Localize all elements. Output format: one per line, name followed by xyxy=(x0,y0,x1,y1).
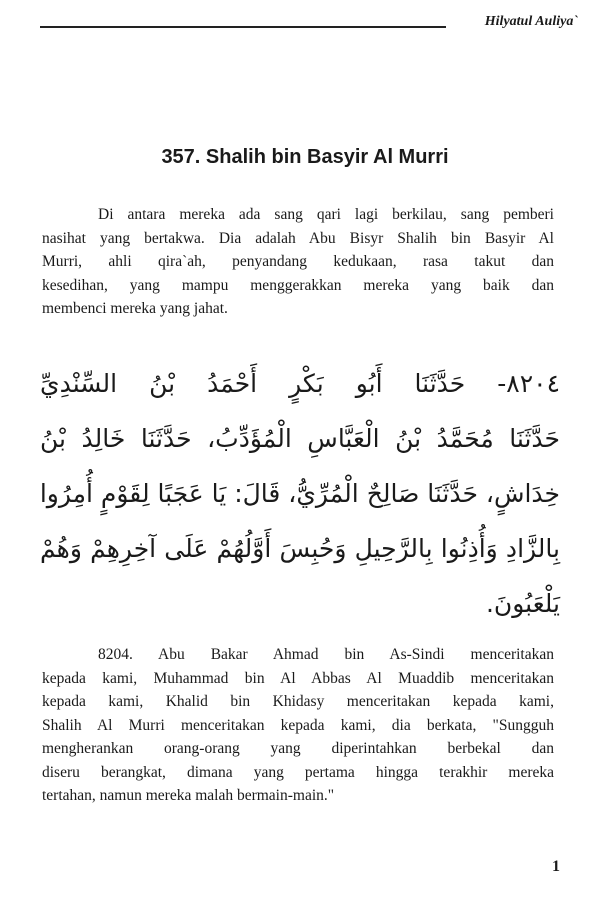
text-line: Di antara mereka ada sang qari lagi berkilau, sang pemberi xyxy=(98,206,554,223)
running-title: Hilyatul Auliya` xyxy=(484,14,578,29)
text-line: membenci mereka yang jahat. xyxy=(42,300,228,317)
intro-paragraph xyxy=(42,203,554,321)
translation-paragraph xyxy=(42,643,554,808)
arabic-line: ٨٢٠٤- حَدَّثَنَا أَبُو بَكْرٍ أَحْمَدُ بْنُ السِّنْدِيِّ xyxy=(40,369,560,398)
text-line: kesedihan, yang mampu menggerakkan mereka yang baik dan xyxy=(42,276,554,294)
text-line: 8204. Abu Bakar Ahmad bin As-Sindi menceritakan xyxy=(98,646,554,663)
chapter-title: 357. Shalih bin Basyir Al Murri xyxy=(161,146,449,168)
text-line: Murri, ahli qira`ah, penyandang kedukaan, rasa takut dan xyxy=(42,253,554,270)
arabic-hadith-text xyxy=(40,356,560,631)
text-line: nasihat yang bertakwa. Dia adalah Abu Bisyr Shalih bin Basyir Al xyxy=(42,229,554,247)
text-line: tertahan, namun mereka malah bermain-main." xyxy=(42,787,335,804)
page-number: 1 xyxy=(552,858,560,875)
arabic-line: بِالزَّادِ وَأُذِنُوا بِالرَّحِيلِ وَحُبِسَ أَوَّلُهُمْ عَلَى آخِرِهِمْ وَهُمْ xyxy=(40,534,560,563)
arabic-line: يَلْعَبُونَ. xyxy=(485,589,560,618)
text-line: mengherankan orang-orang yang diperintahkan berbekal dan xyxy=(42,740,554,757)
running-header xyxy=(40,14,578,34)
arabic-line: خِدَاشٍ، حَدَّثَنَا صَالِحٌ الْمُرِّيُّ، قَالَ: يَا عَجَبًا لِقَوْمٍ أُمِرُوا xyxy=(39,479,560,508)
text-line: kepada kami, Khalid bin Khidasy menceritakan kepada kami, xyxy=(42,693,554,710)
text-line: diseru berangkat, dimana yang pertama hingga terakhir mereka xyxy=(42,763,554,781)
text-line: kepada kami, Muhammad bin Al Abbas Al Muaddib menceritakan xyxy=(42,669,554,687)
header-rule xyxy=(40,26,446,28)
text-line: Shalih Al Murri menceritakan kepada kami, dia berkata, "Sungguh xyxy=(42,716,554,734)
arabic-line: حَدَّثَنَا مُحَمَّدُ بْنُ الْعَبَّاسِ الْمُؤَدِّبُ، حَدَّثَنَا خَالِدُ بْنُ xyxy=(40,424,560,453)
